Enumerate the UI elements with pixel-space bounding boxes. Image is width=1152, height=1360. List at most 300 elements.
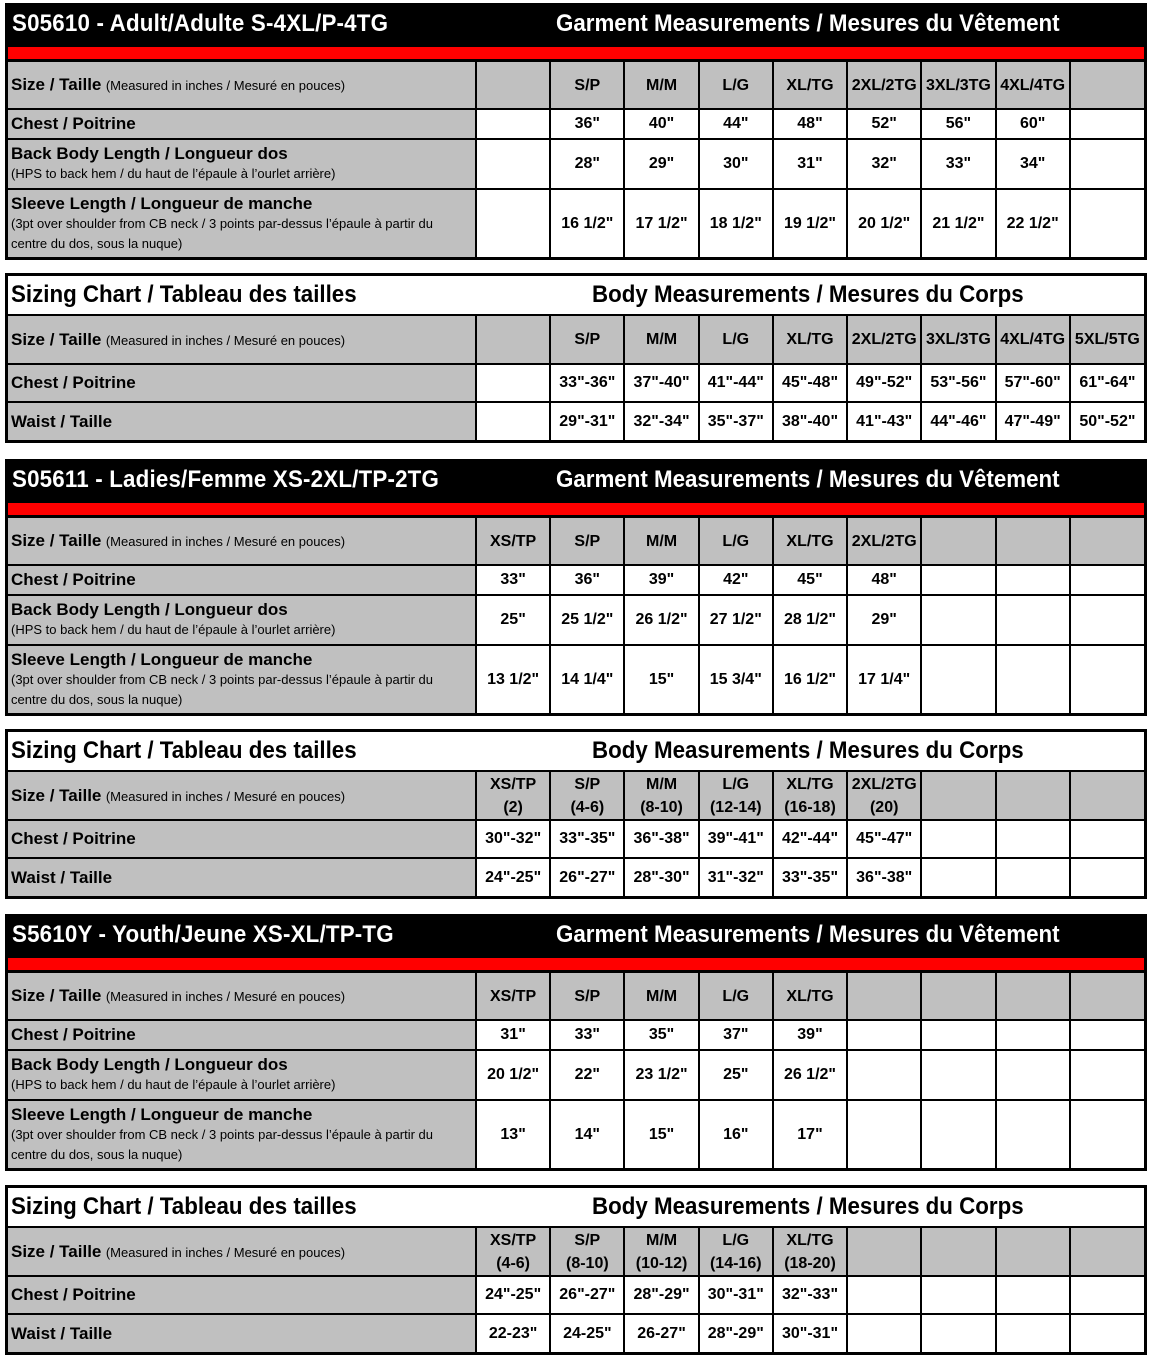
measurement-table (8, 772, 1144, 896)
size-label: M/M (645, 532, 678, 550)
size-header-cell (1070, 316, 1144, 364)
measurement-cell (1070, 1314, 1144, 1352)
size-header-cell (550, 62, 624, 109)
size-label: 3XL/3TG (925, 331, 991, 348)
measurement-cell: 30"-31" (699, 1276, 773, 1314)
youth-garment-header (8, 914, 1144, 956)
row-label-sleeve (8, 189, 476, 257)
measurement-table (8, 973, 1144, 1168)
measurement-cell (996, 1314, 1070, 1352)
size-header-cell (921, 973, 995, 1020)
size-label: S/P (574, 76, 601, 94)
size-label: S/P (574, 987, 601, 1005)
measurement-cell: 39"-41" (699, 820, 773, 858)
size-label: 4XL/4TG (1000, 76, 1066, 94)
measurement-cell (847, 1020, 921, 1050)
size-label: XL/TG (786, 1231, 834, 1249)
measurement-cell (996, 565, 1070, 595)
measurement-cell: 17" (773, 1100, 847, 1168)
size-header-cell (1070, 62, 1144, 109)
size-label: S/P (574, 331, 601, 348)
measurement-cell: 32" (847, 139, 921, 189)
row-label-text: Back Body Length / Longueur dos (11, 600, 288, 619)
row-label-text: Chest / Poitrine (11, 1025, 136, 1044)
measurement-cell: 24"-25" (476, 1276, 550, 1314)
garment-measurements-title: Garment Measurements / Mesures du Vêtement (556, 466, 1060, 493)
size-age-range: (8-10) (640, 798, 683, 816)
table-row-sizes (8, 772, 1144, 820)
measurement-cell (847, 1050, 921, 1100)
measurement-cell: 33" (476, 565, 550, 595)
measurement-cell: 47"-49" (996, 402, 1070, 440)
size-header-cell (921, 316, 995, 364)
row-label-back (8, 1050, 476, 1100)
measurement-cell (476, 139, 550, 189)
adult-body-table (5, 273, 1147, 443)
measurement-cell (847, 1276, 921, 1314)
red-accent-bar (8, 45, 1144, 62)
size-age-range: (18-20) (784, 1254, 836, 1272)
measurement-cell: 25" (476, 595, 550, 645)
measurement-cell (921, 820, 995, 858)
measurement-cell: 48" (847, 565, 921, 595)
adult-garment-header (8, 3, 1144, 45)
measurement-cell (921, 645, 995, 713)
size-label: XS/TP (489, 987, 537, 1005)
measurement-cell: 17 1/2" (624, 189, 698, 257)
table-row-chest (8, 1276, 1144, 1314)
size-header-cell (996, 62, 1070, 109)
units-note: (Measured in inches / Mesuré en pouces) (105, 78, 346, 93)
measurement-cell (996, 1100, 1070, 1168)
measurement-cell: 28 1/2" (773, 595, 847, 645)
back-measure-note: (HPS to back hem / du haut de l’épaule à l’ourlet arrière) (11, 622, 336, 637)
measurement-cell: 16 1/2" (550, 189, 624, 257)
garment-measurements-title: Garment Measurements / Mesures du Vêtement (556, 10, 1060, 37)
row-label-text: Sleeve Length / Longueur de manche (11, 649, 313, 669)
measurement-cell (476, 109, 550, 139)
measurement-cell: 40" (624, 109, 698, 139)
row-label-text: Size / Taille (11, 75, 102, 94)
size-age-range: (20) (869, 798, 899, 816)
measurement-cell: 15" (624, 1100, 698, 1168)
measurement-cell (1070, 595, 1144, 645)
measurement-cell: 37" (699, 1020, 773, 1050)
measurement-cell (996, 820, 1070, 858)
measurement-cell: 20 1/2" (476, 1050, 550, 1100)
row-label-chest (8, 820, 476, 858)
size-header-cell (476, 518, 550, 565)
size-label: S/P (574, 775, 601, 793)
size-label: L/G (722, 76, 750, 94)
row-label-text: Back Body Length / Longueur dos (11, 144, 288, 163)
measurement-cell (921, 1314, 995, 1352)
row-label-text: Size / Taille (11, 785, 102, 805)
size-label: XL/TG (786, 76, 834, 94)
measurement-cell: 48" (773, 109, 847, 139)
measurement-cell: 19 1/2" (773, 189, 847, 257)
measurement-cell: 33"-36" (550, 364, 624, 402)
size-label: XL/TG (786, 775, 834, 793)
measurement-cell: 14" (550, 1100, 624, 1168)
size-header-cell (921, 62, 995, 109)
size-label: 2XL/2TG (851, 532, 917, 550)
size-header-cell (847, 772, 921, 820)
measurement-cell: 31" (773, 139, 847, 189)
table-row-sizes (8, 316, 1144, 364)
row-label-text: Waist / Taille (11, 867, 113, 887)
measurement-cell: 26"-27" (550, 858, 624, 896)
measurement-cell (996, 1050, 1070, 1100)
size-age-range: (14-16) (709, 1254, 762, 1272)
size-label: 3XL/3TG (925, 76, 991, 94)
row-label-chest (8, 565, 476, 595)
row-label-text: Sleeve Length / Longueur de manche (11, 1104, 313, 1124)
row-label-text: Chest / Poitrine (11, 373, 136, 392)
row-label-text: Waist / Taille (11, 1323, 113, 1343)
size-header-cell (699, 973, 773, 1020)
size-label: S/P (574, 532, 601, 550)
size-label: XL/TG (786, 331, 834, 348)
size-header-cell (550, 316, 624, 364)
measurement-cell: 28" (550, 139, 624, 189)
size-header-cell (699, 1228, 773, 1276)
size-age-range: (12-14) (709, 798, 762, 816)
measurement-cell: 15 3/4" (699, 645, 773, 713)
size-label: M/M (645, 775, 678, 793)
product-title: S05611 - Ladies/Femme XS-2XL/TP-2TG (12, 466, 440, 493)
ladies-garment-table (5, 459, 1147, 716)
table-row-chest (8, 364, 1144, 402)
measurement-cell: 22" (550, 1050, 624, 1100)
sleeve-measure-note: (3pt over shoulder from CB neck / 3 points par-dessus l’épaule à partir du centre du dos, sous la nuque) (11, 215, 433, 251)
table-row-waist (8, 858, 1144, 896)
measurement-cell (1070, 139, 1144, 189)
size-header-cell (996, 973, 1070, 1020)
size-header-cell (773, 772, 847, 820)
size-header-cell (996, 316, 1070, 364)
size-header-cell (476, 772, 550, 820)
size-label: 2XL/2TG (851, 775, 917, 793)
size-header-cell (476, 973, 550, 1020)
garment-measurements-title: Garment Measurements / Mesures du Vêtement (556, 921, 1060, 948)
measurement-cell (921, 1100, 995, 1168)
table-row-waist (8, 402, 1144, 440)
measurement-cell: 33" (921, 139, 995, 189)
row-label-text: Size / Taille (11, 531, 102, 550)
measurement-cell: 27 1/2" (699, 595, 773, 645)
sizing-chart-title: Sizing Chart / Tableau des tailles (11, 1193, 357, 1220)
table-row-chest (8, 820, 1144, 858)
measurement-cell: 20 1/2" (847, 189, 921, 257)
size-label: L/G (722, 987, 750, 1005)
size-label: 5XL/5TG (1074, 331, 1140, 348)
size-header-cell (847, 316, 921, 364)
measurement-cell: 28"-30" (624, 858, 698, 896)
measurement-cell (996, 1276, 1070, 1314)
measurement-cell (996, 645, 1070, 713)
table-row-waist (8, 1314, 1144, 1352)
measurement-cell: 49"-52" (847, 364, 921, 402)
measurement-table (8, 1228, 1144, 1352)
table-row-back (8, 139, 1144, 189)
sleeve-measure-note: (3pt over shoulder from CB neck / 3 points par-dessus l’épaule à partir du centre du dos, sous la nuque) (11, 1126, 433, 1162)
size-header-cell (624, 973, 698, 1020)
row-label-chest (8, 1276, 476, 1314)
row-label-text: Size / Taille (11, 1241, 102, 1261)
row-label-waist (8, 858, 476, 896)
size-label: M/M (645, 76, 678, 94)
row-label-text: Size / Taille (11, 986, 102, 1005)
row-label-sizes (8, 62, 476, 109)
measurement-cell (996, 595, 1070, 645)
measurement-cell: 15" (624, 645, 698, 713)
measurement-cell: 28"-29" (624, 1276, 698, 1314)
measurement-cell: 32"-34" (624, 402, 698, 440)
size-label: L/G (722, 1231, 750, 1249)
measurement-cell: 41"-43" (847, 402, 921, 440)
measurement-cell: 53"-56" (921, 364, 995, 402)
size-age-range: (16-18) (784, 798, 836, 816)
measurement-table (8, 62, 1144, 257)
adult-garment-table (5, 3, 1147, 260)
youth-garment-table (5, 914, 1147, 1171)
measurement-cell (847, 1100, 921, 1168)
size-header-cell (996, 518, 1070, 565)
measurement-cell: 30"-31" (773, 1314, 847, 1352)
row-label-sizes (8, 772, 476, 820)
size-header-cell (773, 62, 847, 109)
youth-body-table (5, 1185, 1147, 1355)
row-label-sleeve (8, 1100, 476, 1168)
ladies-body-table (5, 729, 1147, 899)
size-header-cell (624, 518, 698, 565)
measurement-cell: 26 1/2" (624, 595, 698, 645)
measurement-cell: 32"-33" (773, 1276, 847, 1314)
measurement-cell: 14 1/4" (550, 645, 624, 713)
table-row-sizes (8, 518, 1144, 565)
row-label-back (8, 139, 476, 189)
measurement-cell: 30" (699, 139, 773, 189)
measurement-cell: 45"-48" (773, 364, 847, 402)
row-label-text: Chest / Poitrine (11, 1285, 136, 1304)
measurement-cell (996, 1020, 1070, 1050)
row-label-chest (8, 364, 476, 402)
size-header-cell (847, 518, 921, 565)
size-label: XS/TP (489, 532, 537, 550)
measurement-cell: 26 1/2" (773, 1050, 847, 1100)
measurement-cell: 24-25" (550, 1314, 624, 1352)
measurement-cell: 31" (476, 1020, 550, 1050)
size-header-cell (550, 518, 624, 565)
row-label-text: Waist / Taille (11, 411, 113, 431)
size-header-cell (847, 62, 921, 109)
size-label: L/G (722, 775, 750, 793)
measurement-cell (921, 858, 995, 896)
measurement-cell: 44"-46" (921, 402, 995, 440)
size-header-cell (847, 1228, 921, 1276)
measurement-table (8, 316, 1144, 440)
measurement-cell (1070, 1100, 1144, 1168)
row-label-text: Chest / Poitrine (11, 829, 136, 848)
measurement-cell (847, 1314, 921, 1352)
size-label: L/G (722, 331, 750, 348)
size-header-cell (996, 1228, 1070, 1276)
body-measurements-title: Body Measurements / Mesures du Corps (592, 737, 1024, 764)
sizing-chart-title: Sizing Chart / Tableau des tailles (11, 281, 357, 308)
measurement-cell: 60" (996, 109, 1070, 139)
size-header-cell (550, 973, 624, 1020)
body-measurements-title: Body Measurements / Mesures du Corps (592, 1193, 1024, 1220)
measurement-table (8, 518, 1144, 713)
row-label-waist (8, 402, 476, 440)
row-label-text: Sleeve Length / Longueur de manche (11, 193, 313, 213)
sizing-chart-title: Sizing Chart / Tableau des tailles (11, 737, 357, 764)
measurement-cell: 34" (996, 139, 1070, 189)
measurement-cell (921, 1276, 995, 1314)
measurement-cell: 39" (773, 1020, 847, 1050)
size-header-cell (921, 772, 995, 820)
measurement-cell (921, 595, 995, 645)
table-row-sizes (8, 1228, 1144, 1276)
size-header-cell (847, 973, 921, 1020)
measurement-cell: 36"-38" (624, 820, 698, 858)
measurement-cell (1070, 109, 1144, 139)
size-label: L/G (722, 532, 750, 550)
size-header-cell (624, 772, 698, 820)
size-header-cell (1070, 518, 1144, 565)
row-label-sizes (8, 973, 476, 1020)
measurement-cell: 45" (773, 565, 847, 595)
size-header-cell (1070, 772, 1144, 820)
size-age-range: (8-10) (565, 1254, 609, 1272)
size-header-cell (624, 62, 698, 109)
size-header-cell (921, 1228, 995, 1276)
row-label-chest (8, 1020, 476, 1050)
measurement-cell (476, 364, 550, 402)
measurement-cell (1070, 1276, 1144, 1314)
measurement-cell: 25" (699, 1050, 773, 1100)
measurement-cell (1070, 1050, 1144, 1100)
product-title: S5610Y - Youth/Jeune XS-XL/TP-TG (12, 921, 394, 948)
measurement-cell: 37"-40" (624, 364, 698, 402)
table-row-chest (8, 1020, 1144, 1050)
measurement-cell (1070, 1020, 1144, 1050)
measurement-cell: 57"-60" (996, 364, 1070, 402)
units-note: (Measured in inches / Mesuré en pouces) (105, 534, 346, 549)
sleeve-measure-note: (3pt over shoulder from CB neck / 3 points par-dessus l’épaule à partir du centre du dos, sous la nuque) (11, 671, 433, 707)
back-measure-note: (HPS to back hem / du haut de l’épaule à l’ourlet arrière) (11, 166, 336, 181)
row-label-sizes (8, 1228, 476, 1276)
table-row-sleeve (8, 189, 1144, 257)
measurement-cell: 35"-37" (699, 402, 773, 440)
size-label: 2XL/2TG (851, 331, 917, 348)
measurement-cell: 29" (624, 139, 698, 189)
measurement-cell (1070, 565, 1144, 595)
measurement-cell (921, 1020, 995, 1050)
size-label: M/M (645, 331, 678, 348)
measurement-cell: 16" (699, 1100, 773, 1168)
size-header-cell (921, 518, 995, 565)
ladies-body-header (8, 732, 1144, 772)
red-accent-bar (8, 501, 1144, 518)
measurement-cell: 13 1/2" (476, 645, 550, 713)
measurement-cell: 33"-35" (550, 820, 624, 858)
measurement-cell: 31"-32" (699, 858, 773, 896)
measurement-cell: 22 1/2" (996, 189, 1070, 257)
measurement-cell: 22-23" (476, 1314, 550, 1352)
size-header-cell (773, 518, 847, 565)
measurement-cell: 33"-35" (773, 858, 847, 896)
measurement-cell: 26"-27" (550, 1276, 624, 1314)
measurement-cell: 26-27" (624, 1314, 698, 1352)
size-age-range: (10-12) (635, 1254, 688, 1272)
row-label-sizes (8, 316, 476, 364)
measurement-cell: 42"-44" (773, 820, 847, 858)
youth-body-header (8, 1188, 1144, 1228)
size-age-range: (2) (503, 798, 523, 816)
measurement-cell: 50"-52" (1079, 412, 1136, 430)
size-header-cell (996, 772, 1070, 820)
measurement-cell: 36" (550, 565, 624, 595)
measurement-cell: 21 1/2" (921, 189, 995, 257)
size-label: XS/TP (489, 1231, 537, 1249)
size-header-cell (699, 62, 773, 109)
size-header-cell (624, 1228, 698, 1276)
size-label: 2XL/2TG (851, 76, 917, 94)
measurement-cell: 61"-64" (1070, 364, 1144, 402)
measurement-cell: 56" (921, 109, 995, 139)
size-header-cell (624, 316, 698, 364)
measurement-cell: 38"-40" (773, 402, 847, 440)
body-measurements-title: Body Measurements / Mesures du Corps (592, 281, 1024, 308)
adult-body-header (8, 276, 1144, 316)
size-label: 4XL/4TG (1000, 331, 1066, 348)
measurement-cell (921, 1050, 995, 1100)
row-label-sizes (8, 518, 476, 565)
measurement-cell: 29"-31" (550, 402, 624, 440)
size-header-cell (550, 1228, 624, 1276)
size-header-cell (476, 316, 550, 364)
measurement-cell: 52" (847, 109, 921, 139)
row-label-sleeve (8, 645, 476, 713)
size-header-cell (773, 1228, 847, 1276)
measurement-cell: 36" (550, 109, 624, 139)
measurement-cell: 42" (699, 565, 773, 595)
table-row-sizes (8, 62, 1144, 109)
measurement-cell: 41"-44" (699, 364, 773, 402)
units-note: (Measured in inches / Mesuré en pouces) (105, 989, 346, 1004)
size-header-cell (699, 316, 773, 364)
measurement-cell (921, 565, 995, 595)
row-label-text: Size / Taille (11, 329, 102, 349)
measurement-cell: 18 1/2" (699, 189, 773, 257)
row-label-back (8, 595, 476, 645)
measurement-cell: 30"-32" (476, 820, 550, 858)
size-header-cell (550, 772, 624, 820)
measurement-cell: 33" (550, 1020, 624, 1050)
size-header-cell (1070, 973, 1144, 1020)
size-header-cell (773, 316, 847, 364)
measurement-cell (476, 402, 550, 440)
size-label: XS/TP (489, 775, 537, 793)
measurement-cell: 28"-29" (699, 1314, 773, 1352)
product-title: S05610 - Adult/Adulte S-4XL/P-4TG (12, 10, 389, 37)
measurement-cell: 24"-25" (476, 858, 550, 896)
size-header-cell (773, 973, 847, 1020)
measurement-cell: 45"-47" (847, 820, 921, 858)
row-label-text: Chest / Poitrine (11, 114, 136, 133)
